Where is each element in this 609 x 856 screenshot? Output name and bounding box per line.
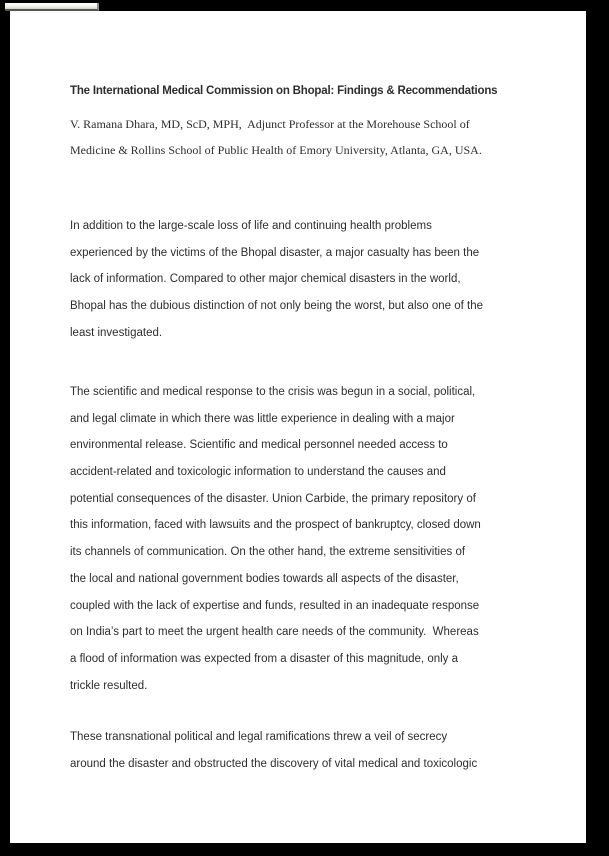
byline-line: V. Ramana Dhara, MD, ScD, MPH, Adjunct Professor at the Morehouse School of	[70, 117, 470, 131]
text-line: experienced by the victims of the Bhopal disaster, a major casualty has been the	[70, 246, 480, 259]
paragraph-2	[70, 379, 481, 699]
text-line: These transnational political and legal ramifications threw a veil of secrecy	[70, 731, 448, 743]
text-line: the local and national government bodies towards all aspects of the disaster,	[70, 572, 459, 585]
text-line: around the disaster and obstructed the discovery of vital medical and toxicologic	[70, 757, 478, 770]
text-line: least investigated.	[70, 326, 163, 339]
text-line: and legal climate in which there was little experience in dealing with a major	[70, 412, 455, 425]
text-line: this information, faced with lawsuits and the prospect of bankruptcy, closed down	[70, 519, 481, 532]
text-line: accident-related and toxicologic information to understand the causes and	[70, 466, 446, 479]
text-line: its channels of communication. On the other hand, the extreme sensitivities of	[70, 546, 466, 559]
text-line: coupled with the lack of expertise and funds, resulted in an inadequate response	[70, 599, 480, 612]
text-line: lack of information. Compared to other major chemical disasters in the world,	[70, 273, 461, 286]
text-line: trickle resulted.	[70, 679, 148, 692]
document-title: The International Medical Commission on Bhopal: Findings & Recommendations	[70, 85, 498, 97]
paragraph-1	[70, 213, 483, 346]
text-line: on India’s part to meet the urgent health care needs of the community. Whereas	[70, 626, 479, 639]
text-line: The scientific and medical response to the crisis was begun in a social, political,	[70, 386, 476, 398]
scan-edge-artifact	[5, 3, 99, 11]
text-line: potential consequences of the disaster. Union Carbide, the primary repository of	[70, 492, 476, 505]
text-line: a flood of information was expected from a disaster of this magnitude, only a	[70, 652, 459, 665]
byline-line: Medicine & Rollins School of Public Health of Emory University, Atlanta, GA, USA.	[70, 143, 482, 157]
text-line: environmental release. Scientific and medical personnel needed access to	[70, 439, 448, 452]
text-line: In addition to the large-scale loss of life and continuing health problems	[70, 220, 432, 232]
paragraph-3	[70, 724, 477, 777]
text-line: Bhopal has the dubious distinction of not only being the worst, but also one of the	[70, 300, 484, 313]
author-byline	[70, 111, 482, 163]
